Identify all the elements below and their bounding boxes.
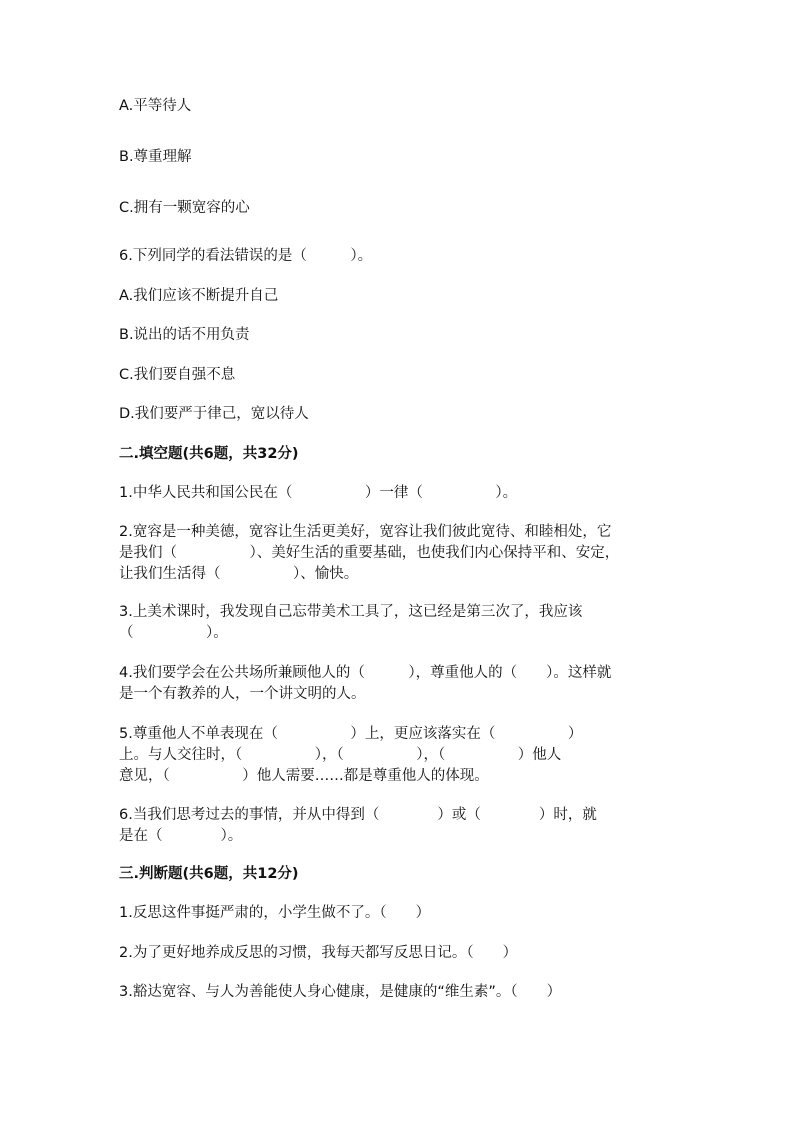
s2-q6-line-1: 6.当我们思考过去的事情，并从中得到（ ）或（ ）时，就 [119, 807, 597, 823]
s2-q3-line-2: （ ）。 [119, 625, 228, 641]
s2-question-1 [119, 483, 679, 504]
section3-title: 三.判断题(共6题，共12分) [119, 866, 299, 882]
s2-q4-line-2: 是一个有教养的人，一个讲文明的人。 [119, 686, 366, 702]
q6-option-b: B.说出的话不用负责 [119, 327, 250, 343]
s3-question-1: 1.反思这件事挺严肃的，小学生做不了。（ ） [119, 905, 431, 921]
s2-q5-line-2: 上。与人交往时，（ ），（ ），（ ）他人 [119, 747, 562, 763]
q5-option-a: A.平等待人 [119, 98, 192, 114]
s2-q3-line-1: 3.上美术课时，我发现自己忘带美术工具了，这已经是第三次了，我应该 [119, 604, 583, 620]
s2-q1-line-1: 1.中华人民共和国公民在（ ）一律（ ）。 [119, 485, 518, 501]
s2-question-5 [119, 724, 679, 787]
s2-q6-line-2: 是在（ ）。 [119, 828, 243, 844]
s2-q2-line-1: 2.宽容是一种美德，宽容让生活更美好，宽容让我们彼此宽待、和睦相处，它 [119, 524, 612, 540]
s2-q5-line-3: 意见，（ ）他人需要……都是尊重他人的体现。 [119, 768, 489, 784]
q6-option-a: A.我们应该不断提升自己 [119, 288, 279, 304]
s2-question-4 [119, 663, 679, 705]
s2-q2-line-2: 是我们（ ）、美好生活的重要基础，也使我们内心保持平和、安定， [119, 545, 620, 561]
s2-question-3 [119, 602, 679, 644]
s2-question-6 [119, 805, 679, 847]
section2-title: 二.填空题(共6题，共32分) [119, 446, 299, 462]
q6-option-c: C.我们要自强不息 [119, 367, 236, 383]
s3-question-3: 3.豁达宽容、与人为善能使人身心健康，是健康的“维生素”。（ ） [119, 984, 562, 1000]
q6-option-d: D.我们要严于律己，宽以待人 [119, 406, 309, 422]
s2-q4-line-1: 4.我们要学会在公共场所兼顾他人的（ ），尊重他人的（ ）。这样就 [119, 665, 612, 681]
s3-question-2: 2.为了更好地养成反思的习惯，我每天都写反思日记。（ ） [119, 945, 518, 961]
q6-stem: 6.下列同学的看法错误的是（ ）。 [119, 248, 373, 264]
q5-option-b: B.尊重理解 [119, 149, 192, 165]
s2-question-2 [119, 522, 679, 585]
s2-q5-line-1: 5.尊重他人不单表现在（ ）上，更应该落实在（ ） [119, 726, 583, 742]
q5-option-c: C.拥有一颗宽容的心 [119, 200, 250, 216]
s2-q2-line-3: 让我们生活得（ ）、愉快。 [119, 566, 359, 582]
